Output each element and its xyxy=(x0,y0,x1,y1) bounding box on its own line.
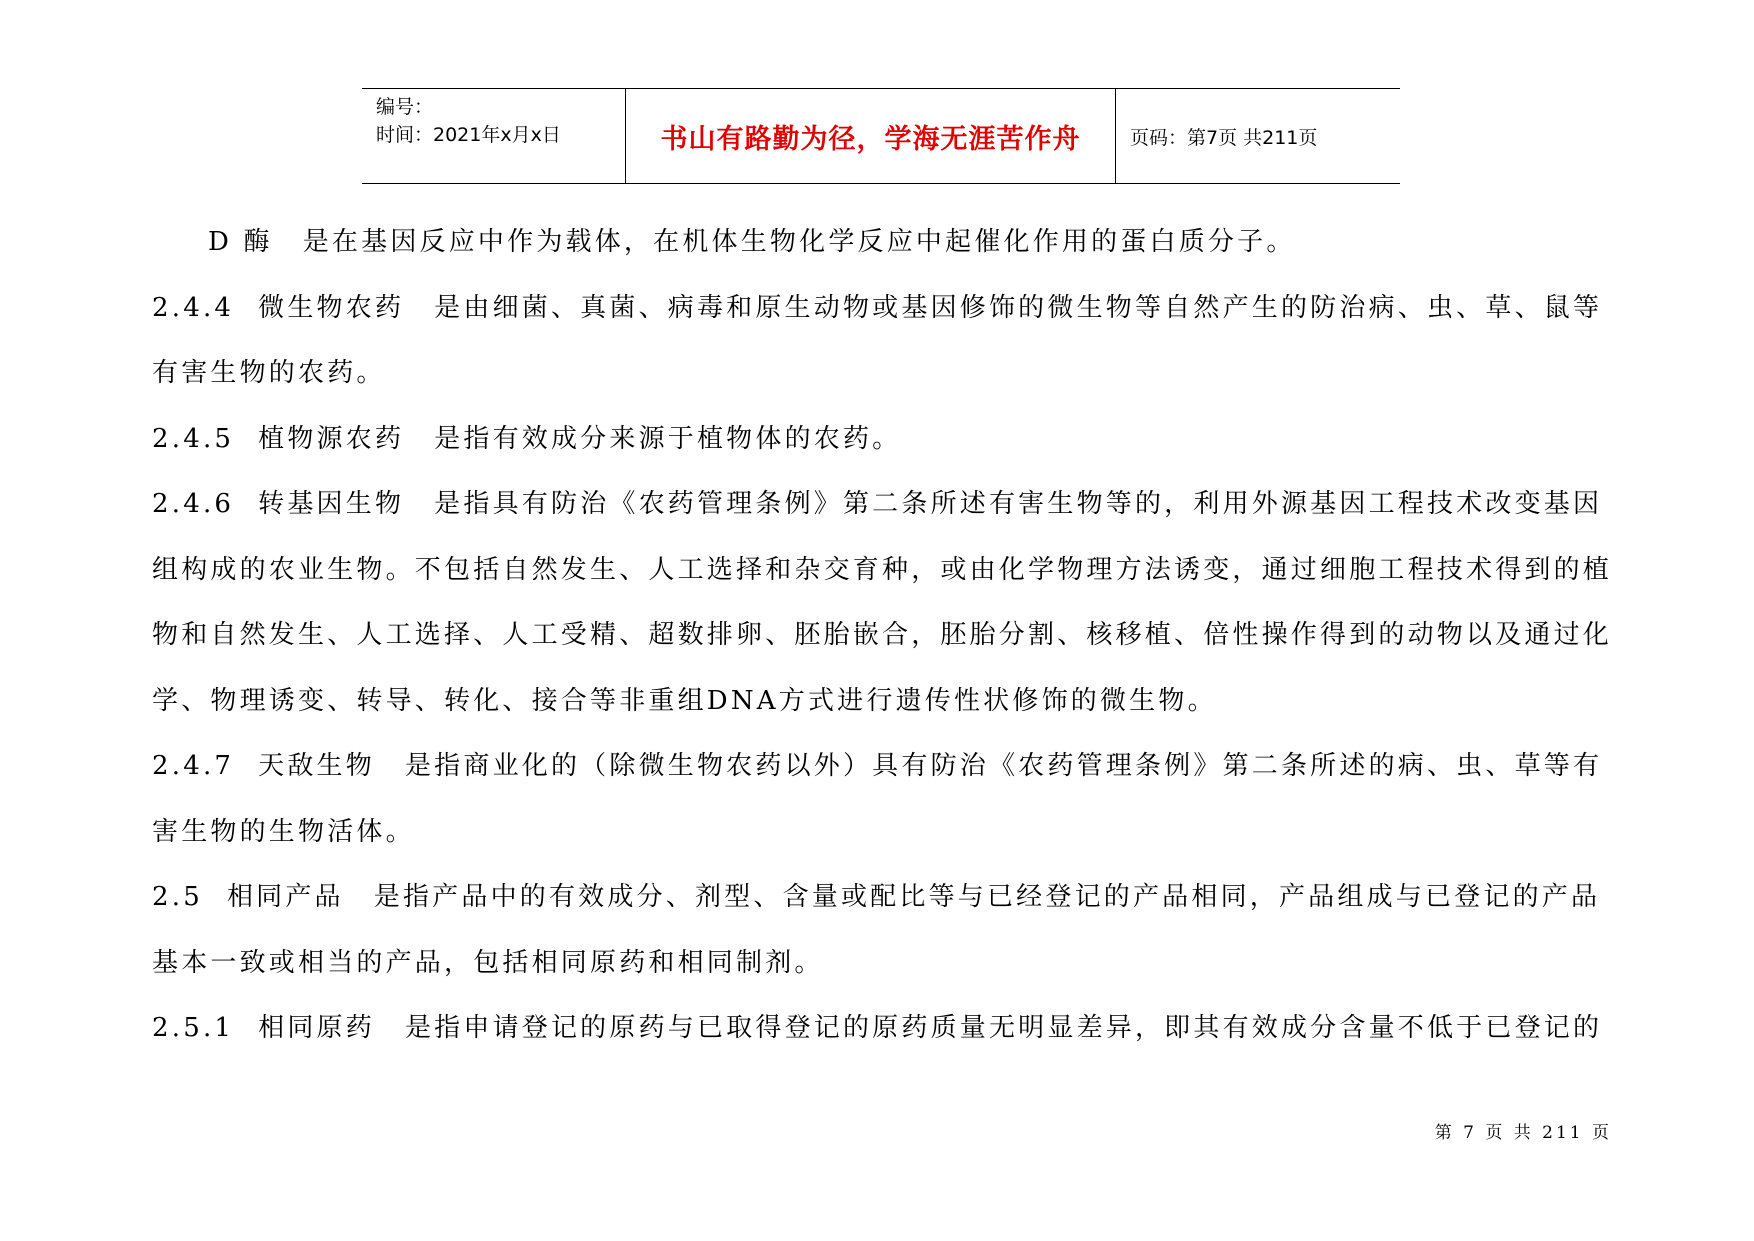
definition-text: 是指申请登记的原药与已取得登记的原药质量无明显差异，即其有效成分含量不低于已登记的 xyxy=(404,1013,1603,1043)
section-number: 2.4.4 xyxy=(152,292,235,323)
section-number: 2.5.1 xyxy=(152,1013,235,1043)
header-meta-cell xyxy=(362,89,626,183)
term-label: 相同产品 xyxy=(226,882,344,912)
document-date: 时间：2021年x月x日 xyxy=(376,124,561,146)
term-label: 相同原药 xyxy=(258,1013,375,1043)
section-number: 2.4.6 xyxy=(152,489,235,519)
definition-text: 是指具有防治《农药管理条例》第二条所述有害生物等的，利用外源基因工程技术改变基因组构成的农业生物。不包括自然发生、人工选择和杂交育种，或由化学物理方法诱变，通过细胞工程技术得到的植物和自然发生、人工选择、人工受精、超数排卵、胚胎嵌合，胚胎分割、核移植、倍性操作得到的动物以及通过化学、物理诱变、转导、转化、接合等非重组DNA方式进行遗传性状修饰的微生物。 xyxy=(152,489,1613,716)
term-label: 转基因生物 xyxy=(258,489,405,519)
definition-text: 是指有效成分来源于植物体的农药。 xyxy=(434,423,902,454)
paragraph-enzyme xyxy=(152,210,1612,276)
header-page-info: 页码：第7页 共211页 xyxy=(1130,126,1318,149)
document-body xyxy=(152,210,1612,1062)
term-label: D 酶 xyxy=(208,227,273,257)
definition-text: 是指商业化的（除微生物农药以外）具有防治《农药管理条例》第二条所述的病、虫、草等有害生物的生物活体。 xyxy=(152,751,1603,847)
header-motto-cell xyxy=(626,89,1116,183)
section-number: 2.4.7 xyxy=(152,751,235,781)
motto-text: 书山有路勤为径，学海无涯苦作舟 xyxy=(660,123,1081,155)
paragraph-2-4-5 xyxy=(152,407,1612,473)
paragraph-2-4-6 xyxy=(152,472,1612,734)
header-page-cell xyxy=(1116,89,1400,183)
definition-text: 是由细菌、真菌、病毒和原生动物或基因修饰的微生物等自然产生的防治病、虫、草、鼠等有害生物的农药。 xyxy=(152,292,1603,388)
paragraph-2-5 xyxy=(152,865,1612,996)
section-number: 2.5 xyxy=(152,882,203,912)
section-number: 2.4.5 xyxy=(152,423,235,454)
term-label: 植物源农药 xyxy=(258,423,405,454)
term-label: 微生物农药 xyxy=(258,292,405,323)
document-header xyxy=(362,88,1400,184)
paragraph-2-4-7 xyxy=(152,734,1612,865)
term-label: 天敌生物 xyxy=(258,751,375,781)
definition-text: 是在基因反应中作为载体，在机体生物化学反应中起催化作用的蛋白质分子。 xyxy=(302,227,1296,257)
paragraph-2-4-4 xyxy=(152,276,1612,407)
paragraph-2-5-1 xyxy=(152,996,1612,1062)
page-footer: 第 7 页 共 211 页 xyxy=(1434,1123,1612,1143)
definition-text: 是指产品中的有效成分、剂型、含量或配比等与已经登记的产品相同，产品组成与已登记的产品基本一致或相当的产品，包括相同原药和相同制剂。 xyxy=(152,882,1601,978)
document-number-label: 编号： xyxy=(376,96,434,118)
